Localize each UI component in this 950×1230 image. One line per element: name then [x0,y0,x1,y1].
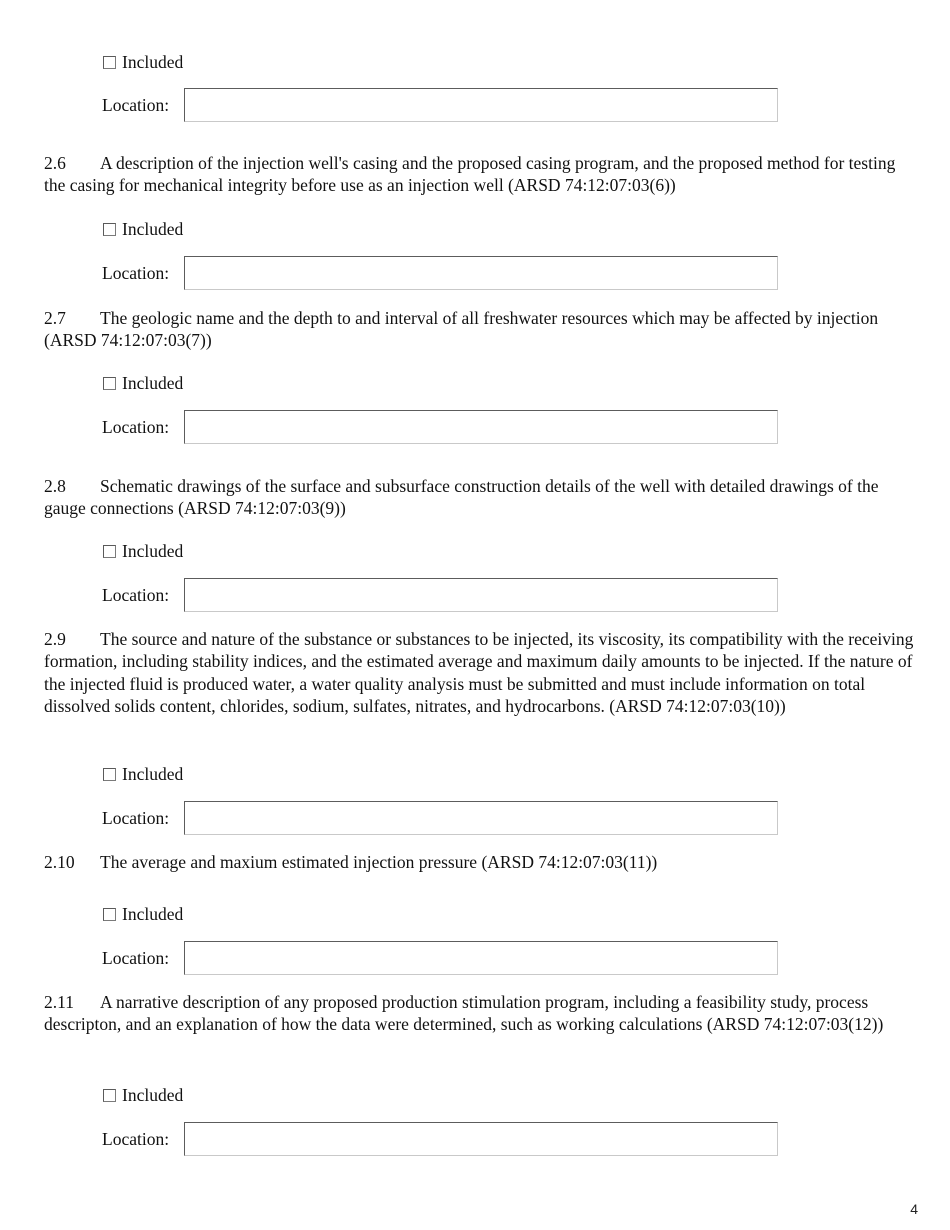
included-checkbox[interactable] [103,223,116,236]
included-checkbox[interactable] [103,768,116,781]
section-text: The average and maxium estimated injection pressure (ARSD 74:12:07:03(11)) [100,852,658,872]
section-text: A narrative description of any proposed production stimulation program, including a feasibility study, process descripton, and an explanation of how the data were determined, such as working calculations (ARSD 74:12:07:03(12)) [44,992,884,1035]
location-input-2-7[interactable] [184,410,778,444]
included-label: Included [122,372,184,393]
section-text: The geologic name and the depth to and interval of all freshwater resources which may be affected by injection (ARSD 74:12:07:03(7)) [44,308,879,351]
included-checkbox[interactable] [103,1089,116,1102]
included-checkbox-row-2-9[interactable] [103,763,183,785]
location-input-2-6[interactable] [184,256,778,290]
included-checkbox[interactable] [103,377,116,390]
included-label: Included [122,218,184,239]
included-label: Included [122,1084,184,1105]
section-2-7 [44,307,920,352]
location-label: Location: [102,95,170,115]
section-number: 2.7 [44,308,66,328]
section-2-8 [44,475,920,520]
location-input-2-9[interactable] [184,801,778,835]
included-checkbox[interactable] [103,545,116,558]
location-input-2-10[interactable] [184,941,778,975]
section-number: 2.10 [44,852,75,872]
section-number: 2.8 [44,476,66,496]
included-label: Included [122,540,184,561]
included-label: Included [122,763,184,784]
included-checkbox[interactable] [103,908,116,921]
location-label: Location: [102,948,170,968]
section-number: 2.11 [44,992,74,1012]
section-2-9 [44,628,920,718]
section-text: A description of the injection well's casing and the proposed casing program, and the proposed method for testing the casing for mechanical integrity before use as an injection well (ARSD 74:12:07:03(6)) [44,153,896,196]
included-label: Included [122,903,184,924]
included-checkbox-row-2-11[interactable] [103,1084,183,1106]
included-checkbox-row-2-10[interactable] [103,903,183,925]
included-checkbox-row-2-6[interactable] [103,218,183,240]
section-text: Schematic drawings of the surface and subsurface construction details of the well with detailed drawings of the gauge connections (ARSD 74:12:07:03(9)) [44,476,879,519]
location-label: Location: [102,1129,170,1149]
location-label: Location: [102,808,170,828]
location-input-prev[interactable] [184,88,778,122]
section-number: 2.6 [44,153,66,173]
included-checkbox-row-prev[interactable] [103,51,183,73]
included-checkbox[interactable] [103,56,116,69]
section-2-6 [44,152,920,197]
section-2-10 [44,851,920,873]
section-number: 2.9 [44,629,66,649]
page-number: 4 [910,1201,918,1217]
location-label: Location: [102,417,170,437]
location-input-2-8[interactable] [184,578,778,612]
location-label: Location: [102,585,170,605]
included-checkbox-row-2-7[interactable] [103,372,183,394]
location-label: Location: [102,263,170,283]
location-input-2-11[interactable] [184,1122,778,1156]
included-label: Included [122,51,184,72]
included-checkbox-row-2-8[interactable] [103,540,183,562]
section-text: The source and nature of the substance or substances to be injected, its viscosity, its compatibility with the receiving formation, including stability indices, and the estimated average and maximum daily amounts to be injected. If the nature of the injected fluid is produced water, a water quality analysis must be submitted and must include information on total dissolved solids content, chlorides, sodium, sulfates, nitrates, and hydrocarbons. (ARSD 74:12:07:03(10)) [44,629,914,717]
section-2-11 [44,991,920,1036]
